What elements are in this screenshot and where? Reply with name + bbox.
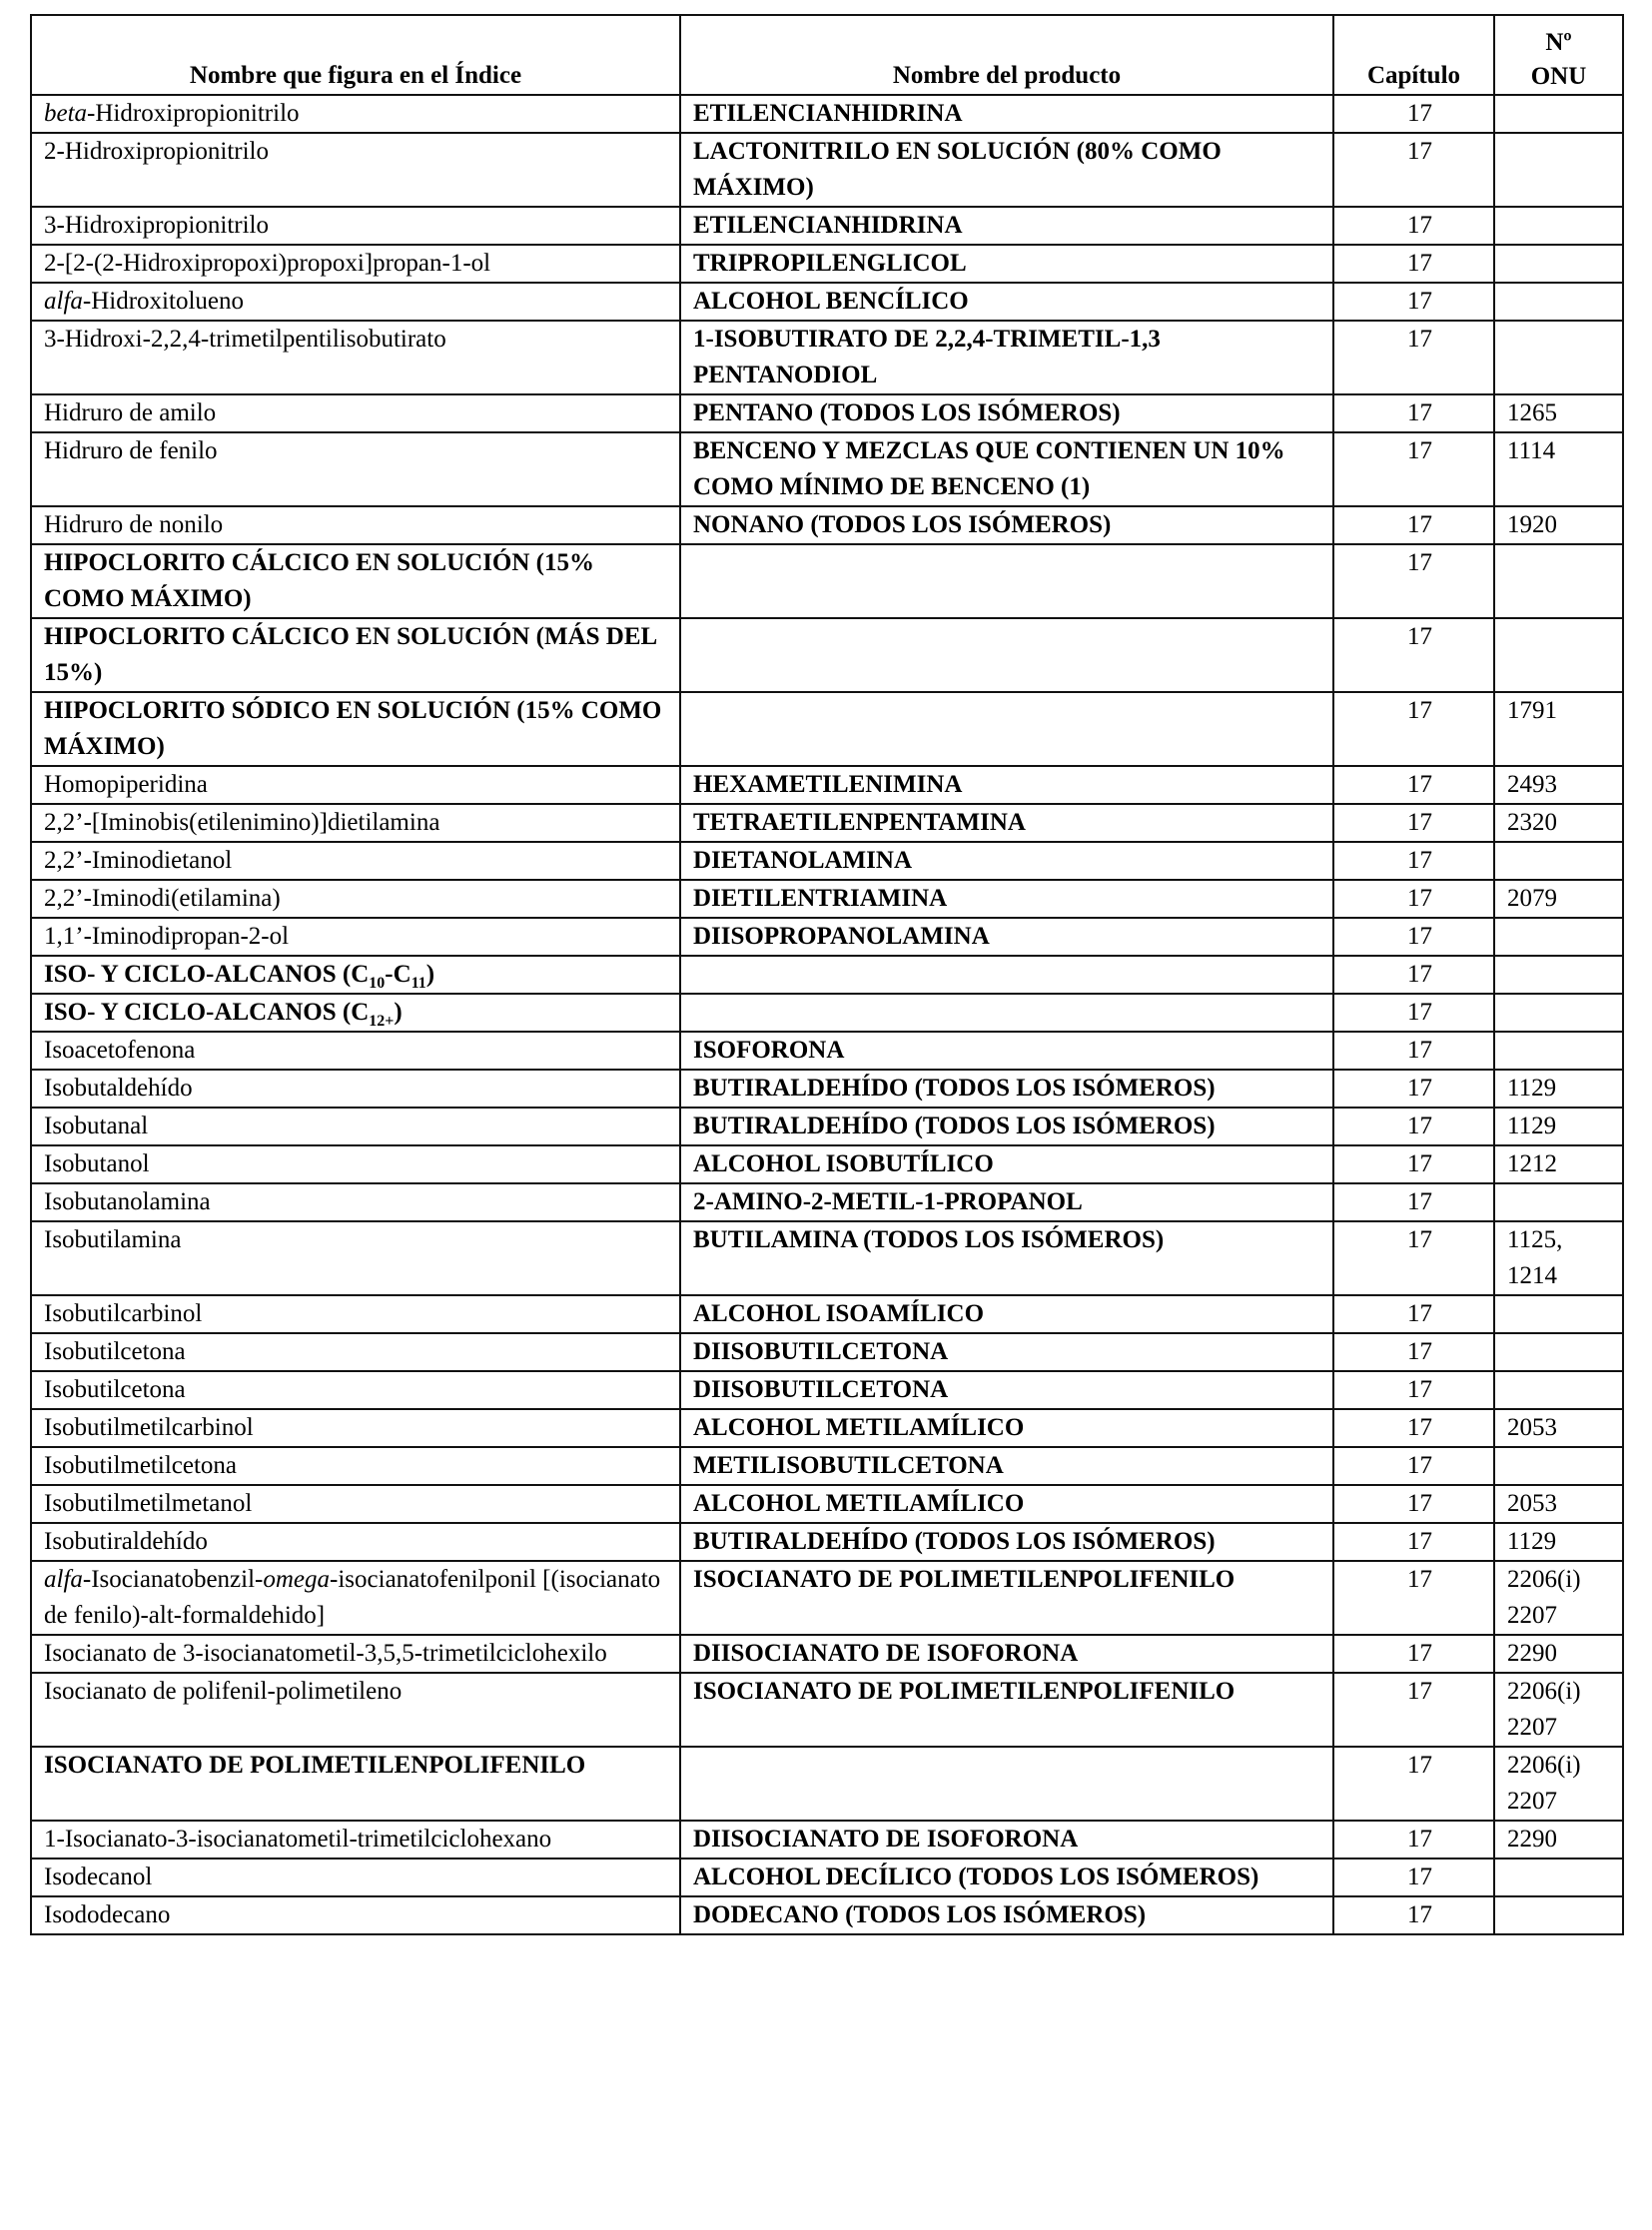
table-row: [31, 1447, 1623, 1485]
index-name-rest: -isocianatofenilponil [(isocianato de fenilo)-alt-formaldehido]: [44, 1566, 661, 1629]
onu-number: [1494, 245, 1623, 283]
onu-number: [1494, 1447, 1623, 1485]
product-name: ALCOHOL BENCÍLICO: [680, 283, 1333, 321]
chapter: 17: [1333, 1858, 1494, 1896]
product-name: 1-ISOBUTIRATO DE 2,2,4-TRIMETIL-1,3 PENTANODIOL: [680, 321, 1333, 394]
index-name: Isobutilcetona: [31, 1333, 680, 1371]
chapter: 17: [1333, 1409, 1494, 1447]
table-row: [31, 956, 1623, 994]
onu-number: [1494, 283, 1623, 321]
onu-line: 2206(i): [1507, 1678, 1581, 1705]
index-name-part: ): [425, 961, 435, 988]
product-name: LACTONITRILO EN SOLUCIÓN (80% COMO MÁXIMO): [680, 133, 1333, 207]
index-name: 2,2’-Iminodietanol: [31, 842, 680, 880]
table-row: [31, 506, 1623, 544]
chapter: 17: [1333, 1221, 1494, 1295]
onu-number: [1494, 842, 1623, 880]
index-name: [31, 283, 680, 321]
index-name-italic: alfa: [44, 288, 83, 315]
product-name: ISOFORONA: [680, 1032, 1333, 1070]
chemical-index-table: [30, 14, 1624, 1935]
index-name: Isododecano: [31, 1896, 680, 1934]
table-row: [31, 1108, 1623, 1145]
chapter: 17: [1333, 1485, 1494, 1523]
table-row: [31, 133, 1623, 207]
product-name: ALCOHOL ISOBUTÍLICO: [680, 1145, 1333, 1183]
chapter: 17: [1333, 1673, 1494, 1747]
chapter: 17: [1333, 321, 1494, 394]
product-name: PENTANO (TODOS LOS ISÓMEROS): [680, 394, 1333, 432]
onu-number: 1129: [1494, 1070, 1623, 1108]
index-name-subscript: 12+: [369, 1013, 395, 1030]
chapter: 17: [1333, 394, 1494, 432]
product-name: ISOCIANATO DE POLIMETILENPOLIFENILO: [680, 1561, 1333, 1635]
product-name: 2-AMINO-2-METIL-1-PROPANOL: [680, 1183, 1333, 1221]
product-name: TETRAETILENPENTAMINA: [680, 804, 1333, 842]
index-name-italic: beta: [44, 100, 88, 127]
product-name: BUTIRALDEHÍDO (TODOS LOS ISÓMEROS): [680, 1070, 1333, 1108]
product-name: [680, 956, 1333, 994]
chapter: 17: [1333, 804, 1494, 842]
product-name: HEXAMETILENIMINA: [680, 766, 1333, 804]
index-name: 2-[2-(2-Hidroxipropoxi)propoxi]propan-1-ol: [31, 245, 680, 283]
table-row: [31, 1371, 1623, 1409]
product-name: ETILENCIANHIDRINA: [680, 207, 1333, 245]
index-name: Isobutilmetilcetona: [31, 1447, 680, 1485]
index-name: [31, 1561, 680, 1635]
table-row: [31, 283, 1623, 321]
index-name-rest: -Hidroxipropionitrilo: [87, 100, 300, 127]
table-row: [31, 1070, 1623, 1108]
product-name: ETILENCIANHIDRINA: [680, 95, 1333, 133]
product-name: ALCOHOL ISOAMÍLICO: [680, 1295, 1333, 1333]
index-name: 3-Hidroxipropionitrilo: [31, 207, 680, 245]
index-name: Isobutiraldehído: [31, 1523, 680, 1561]
onu-number: 1920: [1494, 506, 1623, 544]
onu-number: 2053: [1494, 1409, 1623, 1447]
index-name: ISOCIANATO DE POLIMETILENPOLIFENILO: [31, 1747, 680, 1821]
chapter: 17: [1333, 1561, 1494, 1635]
index-name: Isobutilmetilcarbinol: [31, 1409, 680, 1447]
product-name: ALCOHOL METILAMÍLICO: [680, 1409, 1333, 1447]
onu-number: 2079: [1494, 880, 1623, 918]
chapter: 17: [1333, 283, 1494, 321]
chapter: 17: [1333, 1032, 1494, 1070]
chapter: 17: [1333, 842, 1494, 880]
index-name: Isobutilmetilmetanol: [31, 1485, 680, 1523]
table-row: [31, 394, 1623, 432]
index-name: 1-Isocianato-3-isocianatometil-trimetilciclohexano: [31, 1821, 680, 1858]
index-name: Isobutanolamina: [31, 1183, 680, 1221]
chapter: 17: [1333, 544, 1494, 618]
table-row: [31, 918, 1623, 956]
table-row: [31, 1183, 1623, 1221]
index-name: Isobutanol: [31, 1145, 680, 1183]
table-row: [31, 1032, 1623, 1070]
index-name: [31, 994, 680, 1032]
document-page: [30, 14, 1622, 1935]
onu-number: 1114: [1494, 432, 1623, 506]
index-name-italic: omega: [263, 1566, 331, 1593]
table-row: [31, 245, 1623, 283]
table-row: [31, 1635, 1623, 1673]
index-name-part: ISO- Y CICLO-ALCANOS (C: [44, 999, 370, 1026]
onu-number: [1494, 918, 1623, 956]
product-name: DIETILENTRIAMINA: [680, 880, 1333, 918]
index-name: HIPOCLORITO SÓDICO EN SOLUCIÓN (15% COMO MÁXIMO): [31, 692, 680, 766]
table-row: [31, 544, 1623, 618]
chapter: 17: [1333, 994, 1494, 1032]
onu-number: [1494, 956, 1623, 994]
product-name: DIISOBUTILCETONA: [680, 1371, 1333, 1409]
index-name: Hidruro de nonilo: [31, 506, 680, 544]
chapter: 17: [1333, 207, 1494, 245]
chapter: 17: [1333, 506, 1494, 544]
table-row: [31, 1523, 1623, 1561]
header-product: Nombre del producto: [680, 15, 1333, 95]
onu-line: 2207: [1507, 1788, 1557, 1815]
chapter: 17: [1333, 1145, 1494, 1183]
onu-number: [1494, 1333, 1623, 1371]
onu-number: 2320: [1494, 804, 1623, 842]
table-row: [31, 95, 1623, 133]
chapter: 17: [1333, 1183, 1494, 1221]
chapter: 17: [1333, 692, 1494, 766]
index-name: Isobutanal: [31, 1108, 680, 1145]
table-row: [31, 1561, 1623, 1635]
header-onu-line2: ONU: [1530, 63, 1587, 90]
onu-number: [1494, 1561, 1623, 1635]
table-row: [31, 804, 1623, 842]
table-row: [31, 1821, 1623, 1858]
product-name: [680, 994, 1333, 1032]
index-name-subscript: 11: [411, 975, 426, 992]
index-name: 2,2’-Iminodi(etilamina): [31, 880, 680, 918]
onu-line: 1214: [1507, 1262, 1557, 1289]
onu-number: [1494, 95, 1623, 133]
chapter: 17: [1333, 1747, 1494, 1821]
product-name: [680, 544, 1333, 618]
index-name: Isobutilcetona: [31, 1371, 680, 1409]
index-name: Isobutaldehído: [31, 1070, 680, 1108]
product-name: ISOCIANATO DE POLIMETILENPOLIFENILO: [680, 1673, 1333, 1747]
product-name: METILISOBUTILCETONA: [680, 1447, 1333, 1485]
header-row: [31, 15, 1623, 95]
chapter: 17: [1333, 1523, 1494, 1561]
index-name: 1,1’-Iminodipropan-2-ol: [31, 918, 680, 956]
table-row: [31, 1747, 1623, 1821]
index-name: Isobutilcarbinol: [31, 1295, 680, 1333]
chapter: 17: [1333, 766, 1494, 804]
chapter: 17: [1333, 1333, 1494, 1371]
onu-number: [1494, 1371, 1623, 1409]
table-row: [31, 842, 1623, 880]
table-row: [31, 618, 1623, 692]
onu-number: [1494, 1858, 1623, 1896]
table-row: [31, 207, 1623, 245]
table-row: [31, 1485, 1623, 1523]
index-name: 2,2’-[Iminobis(etilenimino)]dietilamina: [31, 804, 680, 842]
index-name: Homopiperidina: [31, 766, 680, 804]
index-name: HIPOCLORITO CÁLCICO EN SOLUCIÓN (MÁS DEL 15%): [31, 618, 680, 692]
onu-number: [1494, 321, 1623, 394]
onu-number: 2290: [1494, 1635, 1623, 1673]
product-name: DIISOBUTILCETONA: [680, 1333, 1333, 1371]
product-name: [680, 618, 1333, 692]
chapter: 17: [1333, 618, 1494, 692]
header-name-index: Nombre que figura en el Índice: [31, 15, 680, 95]
index-name-part: ): [394, 999, 403, 1026]
index-name: Hidruro de amilo: [31, 394, 680, 432]
index-name: HIPOCLORITO CÁLCICO EN SOLUCIÓN (15% COMO MÁXIMO): [31, 544, 680, 618]
onu-line: 2207: [1507, 1714, 1557, 1741]
onu-number: [1494, 1295, 1623, 1333]
index-name: Isocianato de 3-isocianatometil-3,5,5-trimetilciclohexilo: [31, 1635, 680, 1673]
chapter: 17: [1333, 95, 1494, 133]
product-name: DODECANO (TODOS LOS ISÓMEROS): [680, 1896, 1333, 1934]
onu-number: [1494, 1032, 1623, 1070]
table-row: [31, 321, 1623, 394]
index-name: Hidruro de fenilo: [31, 432, 680, 506]
index-name-subscript: 10: [369, 975, 386, 992]
onu-number: [1494, 1747, 1623, 1821]
table-row: [31, 692, 1623, 766]
index-name: [31, 956, 680, 994]
chapter: 17: [1333, 1371, 1494, 1409]
onu-number: 1265: [1494, 394, 1623, 432]
product-name: DIISOCIANATO DE ISOFORONA: [680, 1635, 1333, 1673]
chapter: 17: [1333, 133, 1494, 207]
onu-number: [1494, 1673, 1623, 1747]
product-name: BUTIRALDEHÍDO (TODOS LOS ISÓMEROS): [680, 1523, 1333, 1561]
table-row: [31, 1858, 1623, 1896]
table-row: [31, 1333, 1623, 1371]
onu-number: 2053: [1494, 1485, 1623, 1523]
product-name: TRIPROPILENGLICOL: [680, 245, 1333, 283]
product-name: DIISOCIANATO DE ISOFORONA: [680, 1821, 1333, 1858]
product-name: [680, 692, 1333, 766]
onu-number: 1212: [1494, 1145, 1623, 1183]
product-name: [680, 1747, 1333, 1821]
chapter: 17: [1333, 432, 1494, 506]
chapter: 17: [1333, 1821, 1494, 1858]
onu-number: [1494, 207, 1623, 245]
onu-number: [1494, 1896, 1623, 1934]
onu-number: [1494, 994, 1623, 1032]
product-name: BUTILAMINA (TODOS LOS ISÓMEROS): [680, 1221, 1333, 1295]
product-name: BENCENO Y MEZCLAS QUE CONTIENEN UN 10% COMO MÍNIMO DE BENCENO (1): [680, 432, 1333, 506]
index-name: Isobutilamina: [31, 1221, 680, 1295]
index-name-rest: -Isocianatobenzil-: [82, 1566, 264, 1593]
table-row: [31, 1295, 1623, 1333]
table-row: [31, 1896, 1623, 1934]
onu-number: [1494, 1221, 1623, 1295]
header-chapter: Capítulo: [1333, 15, 1494, 95]
onu-number: [1494, 544, 1623, 618]
index-name: 2-Hidroxipropionitrilo: [31, 133, 680, 207]
onu-line: 2206(i): [1507, 1566, 1581, 1593]
table-row: [31, 880, 1623, 918]
chapter: 17: [1333, 245, 1494, 283]
table-row: [31, 1145, 1623, 1183]
product-name: DIISOPROPANOLAMINA: [680, 918, 1333, 956]
table-row: [31, 1221, 1623, 1295]
chapter: 17: [1333, 1447, 1494, 1485]
index-name: Isodecanol: [31, 1858, 680, 1896]
product-name: DIETANOLAMINA: [680, 842, 1333, 880]
index-name: 3-Hidroxi-2,2,4-trimetilpentilisobutirato: [31, 321, 680, 394]
onu-line: 2207: [1507, 1602, 1557, 1629]
index-name: [31, 95, 680, 133]
product-name: ALCOHOL DECÍLICO (TODOS LOS ISÓMEROS): [680, 1858, 1333, 1896]
product-name: BUTIRALDEHÍDO (TODOS LOS ISÓMEROS): [680, 1108, 1333, 1145]
header-onu: [1494, 15, 1623, 95]
onu-number: [1494, 133, 1623, 207]
table-row: [31, 994, 1623, 1032]
chapter: 17: [1333, 1108, 1494, 1145]
index-name: Isoacetofenona: [31, 1032, 680, 1070]
chapter: 17: [1333, 1635, 1494, 1673]
onu-number: 1791: [1494, 692, 1623, 766]
product-name: ALCOHOL METILAMÍLICO: [680, 1485, 1333, 1523]
chapter: 17: [1333, 1295, 1494, 1333]
chapter: 17: [1333, 918, 1494, 956]
onu-number: 1129: [1494, 1523, 1623, 1561]
chapter: 17: [1333, 1070, 1494, 1108]
table-row: [31, 1409, 1623, 1447]
index-name: Isocianato de polifenil-polimetileno: [31, 1673, 680, 1747]
onu-number: [1494, 1183, 1623, 1221]
onu-number: 2493: [1494, 766, 1623, 804]
onu-line: 2206(i): [1507, 1752, 1581, 1779]
product-name: NONANO (TODOS LOS ISÓMEROS): [680, 506, 1333, 544]
header-onu-line1: Nº: [1545, 29, 1572, 56]
chapter: 17: [1333, 956, 1494, 994]
onu-number: [1494, 618, 1623, 692]
onu-number: 2290: [1494, 1821, 1623, 1858]
table-row: [31, 1673, 1623, 1747]
onu-line: 1125,: [1507, 1226, 1563, 1253]
table-row: [31, 766, 1623, 804]
index-name-part: -C: [385, 961, 412, 988]
chapter: 17: [1333, 880, 1494, 918]
table-row: [31, 432, 1623, 506]
index-name-italic: alfa: [44, 1566, 83, 1593]
index-name-rest: -Hidroxitolueno: [82, 288, 244, 315]
index-name-part: ISO- Y CICLO-ALCANOS (C: [44, 961, 370, 988]
chapter: 17: [1333, 1896, 1494, 1934]
onu-number: 1129: [1494, 1108, 1623, 1145]
